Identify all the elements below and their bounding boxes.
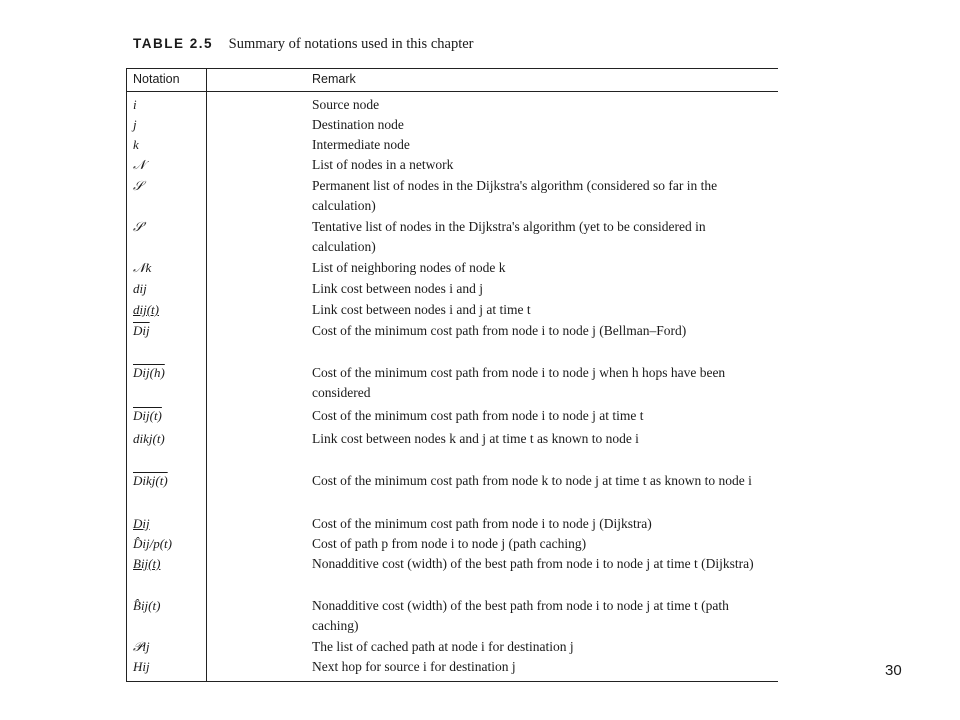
- notation-cell: dij(t): [133, 302, 159, 317]
- notation-cell: Dij(h): [133, 365, 165, 380]
- remark-cell: Cost of the minimum cost path from node k to node j at time t as known to node i: [312, 473, 752, 488]
- remark-cell: List of nodes in a network: [312, 157, 454, 172]
- notation-cell: Hij: [133, 659, 150, 674]
- notation-cell: $\overline{Dij}$: [133, 323, 150, 338]
- notation-cell: 𝒩k: [133, 260, 152, 275]
- remark-cell: Link cost between nodes i and j: [312, 281, 483, 296]
- table-header-row: [127, 69, 778, 92]
- header-notation: Notation: [133, 72, 180, 86]
- notation-cell: k: [133, 137, 139, 152]
- remark-cell: Link cost between nodes k and j at time t as known to node i: [312, 431, 639, 446]
- notation-cell: i: [133, 97, 137, 112]
- remark-cell: Cost of the minimum cost path from node i to node j at time t: [312, 408, 644, 423]
- column-divider: [206, 69, 207, 681]
- notation-cell: 𝒫ij: [133, 639, 150, 654]
- remark-cell: Nonadditive cost (width) of the best path from node i to node j at time t (path caching): [312, 598, 729, 633]
- remark-cell: Source node: [312, 97, 380, 112]
- table-caption-label: TABLE 2.5: [133, 36, 214, 51]
- remark-cell: Intermediate node: [312, 137, 410, 152]
- notation-cell: dikj(t): [133, 431, 165, 446]
- remark-cell: The list of cached path at node i for destination j: [312, 639, 574, 654]
- remark-cell: Destination node: [312, 117, 404, 132]
- notation-cell: 𝒮′: [133, 219, 146, 234]
- notation-cell: Dikj(t): [133, 473, 168, 488]
- remark-cell: Cost of the minimum cost path from node i to node j when h hops have been considered: [312, 365, 726, 400]
- notation-cell: j: [133, 117, 137, 132]
- remark-cell: Link cost between nodes i and j at time t: [312, 302, 531, 317]
- remark-cell: Cost of the minimum cost path from node i to node j (Dijkstra): [312, 516, 652, 531]
- notation-cell: Dij: [133, 516, 150, 531]
- notation-table: [126, 68, 778, 682]
- notation-cell: dij: [133, 281, 147, 296]
- notation-cell: 𝒩: [133, 157, 146, 172]
- remark-cell: Nonadditive cost (width) of the best path from node i to node j at time t (Dijkstra): [312, 556, 754, 571]
- notation-cell: Bij(t): [133, 556, 161, 571]
- notation-cell: B̂ij(t): [133, 598, 161, 613]
- remark-cell: Cost of the minimum cost path from node i to node j (Bellman–Ford): [312, 323, 687, 338]
- notation-cell: 𝒮: [133, 178, 144, 193]
- page-number: 30: [885, 662, 902, 679]
- table-caption-title: Summary of notations used in this chapter: [228, 36, 474, 52]
- remark-cell: Permanent list of nodes in the Dijkstra's algorithm (considered so far in the calculation): [312, 178, 718, 213]
- table-caption: [133, 36, 474, 53]
- notation-cell: Dij(t): [133, 408, 162, 423]
- header-remark: Remark: [312, 72, 356, 86]
- notation-cell: D̂ij/p(t): [133, 536, 172, 551]
- remark-cell: Cost of path p from node i to node j (path caching): [312, 536, 587, 551]
- remark-cell: Tentative list of nodes in the Dijkstra's algorithm (yet to be considered in calculation): [312, 219, 706, 254]
- remark-cell: Next hop for source i for destination j: [312, 659, 516, 674]
- remark-cell: List of neighboring nodes of node k: [312, 260, 506, 275]
